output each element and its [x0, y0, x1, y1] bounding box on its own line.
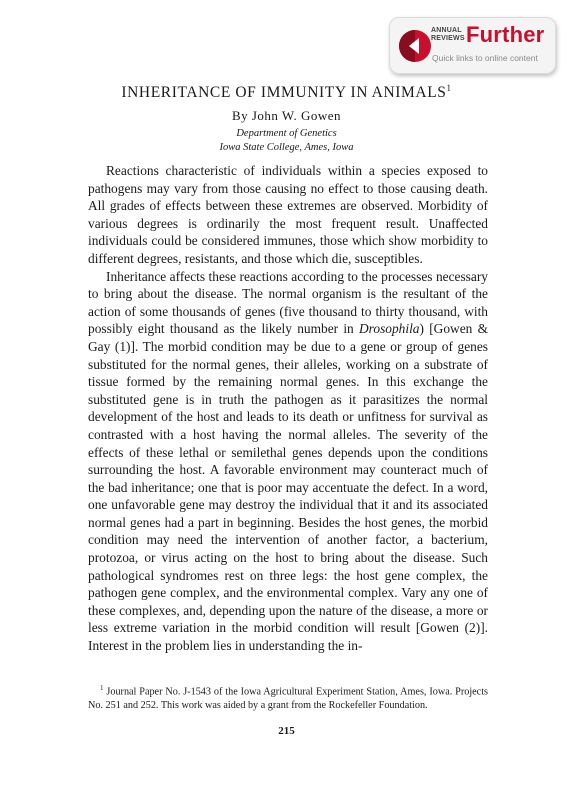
author-byline: By John W. Gowen: [231, 108, 342, 123]
species-name: Drosophila: [358, 321, 420, 337]
affiliation-institution: Iowa State College, Ames, Iowa: [219, 142, 354, 153]
article-body: [88, 162, 488, 655]
paragraph-2: Inheritance affects these reactions according to the processes necessary to bring about the disease. The normal organism is the resultant of the action of some thousands of genes (five thousand to thirty thousand, with possibly eight thousand as the likely number in Drosophila) [Gowen & Gay (1)]. The morbid condition may be due to a gene or group of genes substituted for the normal genes, their alleles, working on a substrate of tissue formed by the remaining normal genes. In this exchange the substituted gene is in truth the pathogen as it parasitizes the normal development of the host and leads to its death or unfitness for survival as contrasted with a host having the normal alleles. The severity of the effects of these lethal or semilethal genes depends upon the conditions surrounding the host. A favorable environment may counteract much of the bad inheritance; one that is poor may accentuate the defect. In a word, one unfavorable gene may destroy the individual that it and its associated normal genes had a part in beginning. Besides the host genes, the morbid condition may need the intervention of another factor, a bacterium, protozoa, or virus acting on the host to bring about the disease. Such pathological syndromes rest on three legs: the host gene complex, the pathogen gene complex, and the environmental complex. Vary any one of these complexes, and, depending upon the nature of the disease, a more or less extreme variation in the morbid condition will result [Gowen (2)]. Interest in the problem lies in understanding the in-: [88, 268, 488, 654]
further-tagline: Quick links to online content: [432, 53, 538, 63]
page-number: 215: [278, 725, 295, 737]
footnote: $^1$ Journal Paper No. J-1543 of the Iowa Agricultural Experiment Station, Ames, Iowa. Projects No. 251 and 252. This work was aided by a grant from the Rockefeller Foundation.: [88, 684, 488, 712]
further-label: Further: [466, 22, 545, 47]
footnote-mark: 1: [100, 684, 104, 692]
article-title: INHERITANCE OF IMMUNITY IN ANIMALS$^1$: [121, 83, 452, 102]
affiliation-department: Department of Genetics: [236, 128, 337, 139]
annual-reviews-logo-icon: [398, 29, 432, 63]
annual-reviews-brand: ANNUAL REVIEWS: [431, 27, 465, 42]
paragraph-1: Reactions characteristic of individuals within a species exposed to pathogens may vary from those causing no effect to those causing death. All grades of effects between these extremes are observed. Morbidity of various degrees is ordinarily the most frequent result. Unaffected individuals could be considered immunes, those which show morbidity to different degrees, resistants, and those which die, susceptibles.: [88, 163, 488, 266]
title-footnote-mark[interactable]: 1: [446, 83, 452, 93]
annual-reviews-further-badge[interactable]: [389, 17, 556, 74]
